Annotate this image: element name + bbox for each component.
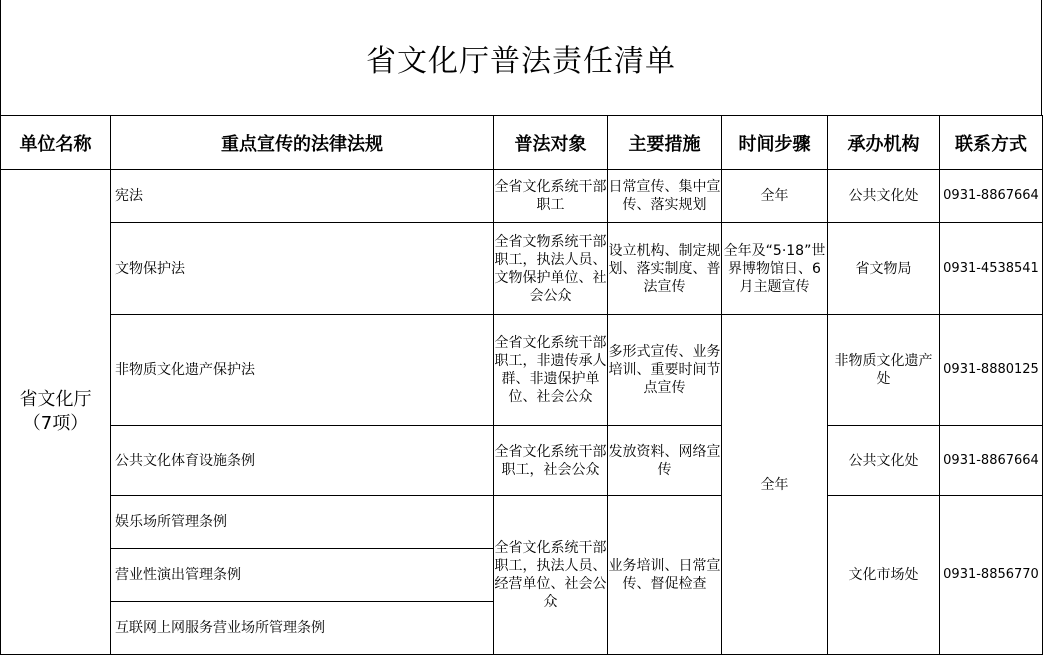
unit-cell (1, 170, 111, 655)
table-row (1, 170, 1043, 223)
header-time: 时间步骤 (722, 116, 828, 170)
page-title: 省文化厅普法责任清单 (366, 43, 676, 79)
measure-cell: 设立机构、制定规划、落实制度、普法宣传 (608, 223, 722, 315)
agency-cell: 公共文化处 (828, 170, 940, 223)
unit-count: （7项） (22, 413, 89, 434)
target-cell: 全省文化系统干部职工，社会公众 (494, 426, 608, 496)
law-cell: 公共文化体育设施条例 (111, 426, 494, 496)
agency-cell: 公共文化处 (828, 426, 940, 496)
header-unit: 单位名称 (1, 116, 111, 170)
header-laws: 重点宣传的法律法规 (111, 116, 494, 170)
agency-cell: 文化市场处 (828, 496, 940, 655)
header-contact: 联系方式 (940, 116, 1043, 170)
header-measures: 主要措施 (608, 116, 722, 170)
header-row (1, 116, 1043, 170)
phone-cell: 0931-8856770 (940, 496, 1043, 655)
agency-cell: 非物质文化遗产处 (828, 315, 940, 426)
header-agency: 承办机构 (828, 116, 940, 170)
time-cell: 全年 (722, 170, 828, 223)
table-row (1, 496, 1043, 549)
table-row (1, 315, 1043, 426)
target-cell: 全省文化系统干部职工，执法人员、经营单位、社会公众 (494, 496, 608, 655)
table-row (1, 426, 1043, 496)
unit-name: 省文化厅 (19, 389, 92, 410)
header-target: 普法对象 (494, 116, 608, 170)
measure-cell: 多形式宣传、业务培训、重要时间节点宣传 (608, 315, 722, 426)
target-cell: 全省文化系统干部职工，非遗传承人群、非遗保护单位、社会公众 (494, 315, 608, 426)
phone-cell: 0931-8867664 (940, 426, 1043, 496)
time-cell: 全年 (722, 315, 828, 655)
law-cell: 宪法 (111, 170, 494, 223)
target-cell: 全省文化系统干部职工 (494, 170, 608, 223)
law-cell: 非物质文化遗产保护法 (111, 315, 494, 426)
law-responsibility-table (0, 115, 1043, 655)
law-cell: 娱乐场所管理条例 (111, 496, 494, 549)
phone-cell: 0931-8867664 (940, 170, 1043, 223)
target-cell: 全省文物系统干部职工，执法人员、文物保护单位、社会公众 (494, 223, 608, 315)
law-cell: 营业性演出管理条例 (111, 549, 494, 602)
measure-cell: 日常宣传、集中宣传、落实规划 (608, 170, 722, 223)
title-box (0, 0, 1042, 115)
agency-cell: 省文物局 (828, 223, 940, 315)
time-cell: 全年及“5·18”世界博物馆日、6月主题宣传 (722, 223, 828, 315)
measure-cell: 发放资料、网络宣传 (608, 426, 722, 496)
measure-cell: 业务培训、日常宣传、督促检查 (608, 496, 722, 655)
phone-cell: 0931-8880125 (940, 315, 1043, 426)
law-cell: 文物保护法 (111, 223, 494, 315)
law-cell: 互联网上网服务营业场所管理条例 (111, 602, 494, 655)
phone-cell: 0931-4538541 (940, 223, 1043, 315)
table-row (1, 223, 1043, 315)
